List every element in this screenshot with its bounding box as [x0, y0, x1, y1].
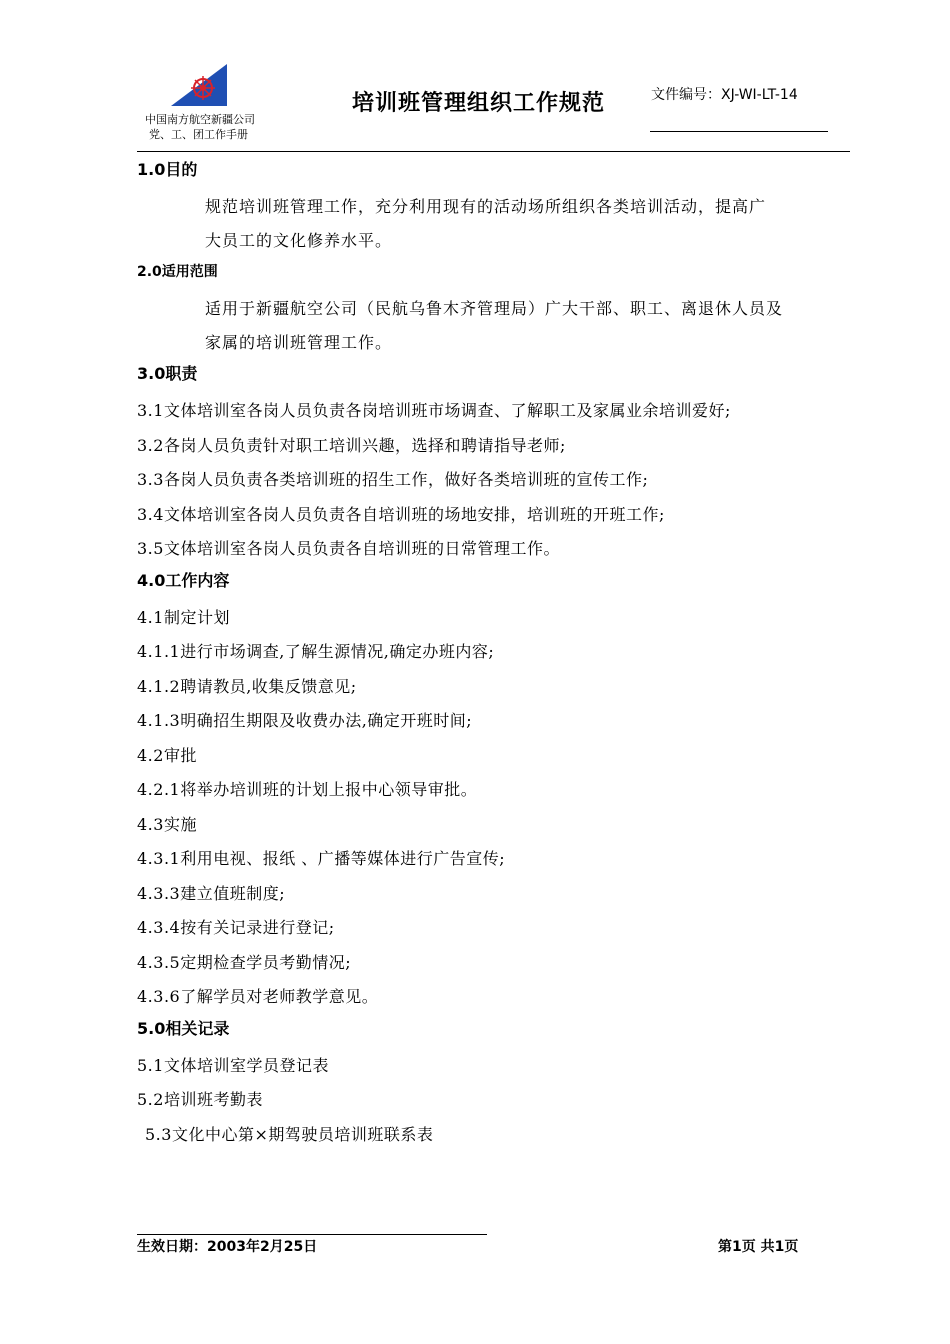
effective-date: 生效日期：2003年2月25日 [137, 1239, 318, 1255]
paragraph-line: 大员工的文化修养水平。 [205, 231, 393, 250]
list-item: 4.3.6了解学员对老师教学意见。 [137, 987, 379, 1006]
section-heading-scope: 2.0适用范围 [137, 264, 218, 280]
document-number: 文件编号：XJ-WI-LT-14 [651, 87, 798, 103]
list-item: 4.1制定计划 [137, 607, 230, 627]
header-divider [137, 151, 850, 152]
list-item: 5.3文化中心第×期驾驶员培训班联系表 [145, 1124, 434, 1144]
section-heading-work-content: 4.0工作内容 [137, 570, 230, 590]
company-line-1: 中国南方航空新疆公司 [145, 113, 255, 126]
list-item: 4.1.3明确招生期限及收费办法,确定开班时间; [137, 711, 473, 730]
company-name [145, 112, 275, 142]
company-line-2: 党、工、团工作手册 [149, 128, 248, 141]
section-heading-records: 5.0相关记录 [137, 1018, 230, 1038]
document-body [137, 156, 857, 1152]
list-item: 4.3.5定期检查学员考勤情况; [137, 952, 352, 972]
list-item: 4.3.4按有关记录进行登记; [137, 918, 335, 937]
page-number: 第1页 共1页 [718, 1239, 799, 1255]
section-heading-responsibilities: 3.0职责 [137, 364, 198, 383]
list-item: 5.2培训班考勤表 [137, 1090, 263, 1109]
list-item: 4.1.1进行市场调查,了解生源情况,确定办班内容; [137, 642, 495, 661]
kapok-flower-tail-logo-icon [165, 64, 231, 108]
list-item: 4.3实施 [137, 814, 197, 834]
list-item: 3.3各岗人员负责各类培训班的招生工作，做好各类培训班的宣传工作; [137, 470, 649, 489]
list-item: 4.3.1利用电视、报纸 、广播等媒体进行广告宣传; [137, 849, 506, 868]
list-item: 4.3.3建立值班制度; [137, 883, 286, 903]
paragraph-line: 家属的培训班管理工作。 [205, 333, 393, 352]
document-title: 培训班管理组织工作规范 [352, 91, 606, 116]
list-item: 4.2.1将举办培训班的计划上报中心领导审批。 [137, 780, 478, 799]
list-item: 3.1文体培训室各岗人员负责各岗培训班市场调查、了解职工及家属业余培训爱好; [137, 401, 731, 420]
section-heading-purpose: 1.0目的 [137, 160, 198, 179]
paragraph-line: 适用于新疆航空公司（民航乌鲁木齐管理局）广大干部、职工、离退休人员及 [205, 299, 784, 318]
list-item: 3.2各岗人员负责针对职工培训兴趣，选择和聘请指导老师; [137, 435, 566, 455]
list-item: 4.2审批 [137, 745, 197, 765]
section-paragraph-purpose [137, 190, 857, 258]
footer-divider [137, 1234, 487, 1235]
paragraph-line: 规范培训班管理工作，充分利用现有的活动场所组织各类培训活动，提高广 [205, 197, 767, 216]
list-item: 5.1文体培训室学员登记表 [137, 1055, 329, 1075]
section-paragraph-scope [137, 292, 857, 360]
document-number-underline [650, 131, 828, 132]
list-item: 4.1.2聘请教员,收集反馈意见; [137, 676, 357, 696]
list-item: 3.4文体培训室各岗人员负责各自培训班的场地安排，培训班的开班工作; [137, 504, 665, 524]
list-item: 3.5文体培训室各岗人员负责各自培训班的日常管理工作。 [137, 539, 560, 558]
